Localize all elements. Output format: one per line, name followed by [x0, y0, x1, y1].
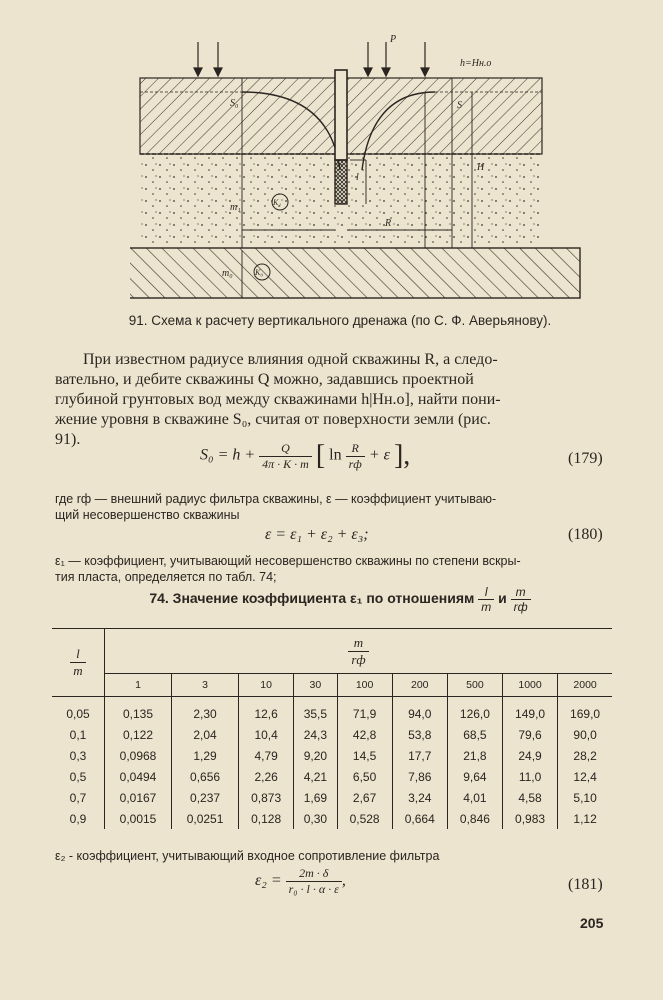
table-row: [52, 697, 612, 725]
column-value-10: 10: [239, 674, 294, 697]
label-K1: K₁: [273, 198, 282, 207]
table-cell: 0,128: [239, 808, 294, 829]
table-cell: 149,0: [502, 697, 557, 725]
table-cell: 2,67: [337, 787, 392, 808]
table-cell: 0,0167: [105, 787, 172, 808]
table-column-values-row: [52, 674, 612, 697]
column-header-cell: [105, 629, 613, 674]
table-cell: 35,5: [294, 697, 337, 725]
eq181-den: r₀ · l · α · ε: [288, 882, 339, 896]
eq179-frac-num: Q: [259, 441, 312, 457]
table-row: [52, 787, 612, 808]
table-cell: 12,4: [573, 769, 597, 784]
table-cell: 5,10: [573, 790, 597, 805]
table-cell: 21,8: [447, 745, 502, 766]
body-paragraph: [55, 350, 615, 450]
table-header-row: [52, 629, 612, 674]
label-P: P: [390, 34, 397, 45]
table-row: [52, 808, 612, 829]
column-value-3: 3: [172, 674, 239, 697]
table-title-and: и: [498, 590, 507, 607]
table-cell: 28,2: [573, 748, 597, 763]
label-S0: S₀: [230, 98, 239, 109]
note-e1: [55, 553, 620, 585]
table-cell: 2,30: [172, 697, 239, 725]
table-cell: 0,0494: [105, 766, 172, 787]
coefficient-table: [52, 628, 612, 829]
eq179-ln: ln: [329, 446, 342, 464]
well-filter: [335, 160, 347, 204]
figure-caption: 91. Схема к расчету вертикального дренажа (по С. Ф. Аверьянову).: [128, 313, 552, 328]
table-cell: 90,0: [573, 727, 597, 742]
well-casing: [335, 70, 347, 160]
eq179-frac-den: 4π · K · m: [262, 456, 309, 471]
row-key: 0,1: [52, 724, 105, 745]
row-key: 0,3: [52, 745, 105, 766]
eq179-inner-num: R: [346, 441, 365, 457]
table-cell: 17,7: [392, 745, 447, 766]
note-e2: ε₂ - коэффициент, учитывающий входное сопротивление фильтра: [55, 849, 440, 863]
table-cell: 169,0: [570, 706, 601, 721]
table-cell: 24,9: [502, 745, 557, 766]
table-cell: 4,79: [239, 745, 294, 766]
table-cell: 6,50: [337, 766, 392, 787]
eq179-inner-den: rф: [348, 456, 362, 471]
column-value-1: 1: [105, 674, 172, 697]
para-line-4: жение уровня в скважине S₀, считая от поверхности земли (рис.: [55, 411, 491, 428]
infiltration-arrows: [194, 42, 429, 76]
table-cell: 94,0: [392, 697, 447, 725]
table-cell: 24,3: [294, 724, 337, 745]
col-header-num: m: [348, 635, 368, 652]
table-cell: 1,29: [172, 745, 239, 766]
table-row: [52, 766, 612, 787]
row-header-cell: [52, 629, 105, 697]
para-line-5: 91).: [55, 431, 81, 448]
eq180-number: (180): [568, 526, 603, 543]
equation-180: ε = ε₁ + ε₂ + ε₃;: [265, 526, 369, 543]
label-m1: m₁: [230, 202, 241, 213]
column-value-500: 500: [447, 674, 502, 697]
table-cell: 2,26: [239, 766, 294, 787]
table-cell: 0,0968: [105, 745, 172, 766]
table-cell: 126,0: [447, 697, 502, 725]
title-frac1-num: l: [478, 585, 494, 600]
base-layer: [130, 248, 580, 298]
table-cell: 4,21: [294, 766, 337, 787]
note2-line-2: тия пласта, определяется по табл. 74;: [55, 570, 277, 584]
equation-181: [255, 866, 346, 897]
page-number: 205: [580, 915, 604, 931]
table-cell: 71,9: [337, 697, 392, 725]
note1-line-1: где rф — внешний радиус фильтра скважины, ε — коэффициент учитываю-: [55, 492, 497, 506]
eq181-lhs: ε₂ =: [255, 872, 282, 890]
eq179-bracket-close: ],: [393, 440, 411, 471]
eq179-bracket-open: [: [315, 440, 326, 471]
table-cell: 68,5: [447, 724, 502, 745]
drainage-scheme-figure: [130, 30, 590, 305]
eq181-num: 2m · δ: [286, 866, 342, 882]
table-row: [52, 745, 612, 766]
note2-line-1: ε₁ — коэффициент, учитывающий несовершенство скважины по степени вскры-: [55, 554, 521, 568]
table-cell: 9,20: [294, 745, 337, 766]
column-value-200: 200: [392, 674, 447, 697]
label-S: S: [457, 100, 462, 111]
label-h-eq: h=Hн.о: [460, 58, 492, 69]
table-cell: 0,656: [172, 766, 239, 787]
table-cell: 0,528: [337, 808, 392, 829]
table-row: [52, 724, 612, 745]
label-H: H: [477, 162, 485, 173]
row-key: 0,05: [52, 697, 105, 725]
column-value-30: 30: [294, 674, 337, 697]
table-cell: 53,8: [392, 724, 447, 745]
para-line-2: вательно, и дебите скважины Q можно, задавшись проектной: [55, 371, 474, 388]
table-cell: 0,122: [105, 724, 172, 745]
table-cell: 12,6: [239, 697, 294, 725]
note1-line-2: щий несовершенство скважины: [55, 508, 240, 522]
table-cell: 1,69: [294, 787, 337, 808]
title-frac2-den: rф: [513, 600, 528, 614]
table-cell: 10,4: [239, 724, 294, 745]
row-key: 0,7: [52, 787, 105, 808]
label-K0: K₀: [255, 268, 264, 277]
table-cell: 0,664: [392, 808, 447, 829]
note-rf: [55, 491, 620, 523]
eq179-number: (179): [568, 450, 603, 467]
table-cell: 2,04: [172, 724, 239, 745]
table-cell: 0,846: [447, 808, 502, 829]
row-key: 0,5: [52, 766, 105, 787]
table-cell: 79,6: [502, 724, 557, 745]
eq181-number: (181): [568, 876, 603, 893]
col-header-den: rф: [351, 651, 366, 667]
table-title: [40, 585, 640, 614]
eq181-tail: ,: [341, 872, 346, 890]
row-key: 0,9: [52, 808, 105, 829]
table-cell: 0,0015: [105, 808, 172, 829]
column-value-1000: 1000: [502, 674, 557, 697]
equation-179: [200, 440, 410, 472]
table-cell: 11,0: [502, 766, 557, 787]
table-cell: 0,237: [172, 787, 239, 808]
table-title-text: 74. Значение коэффициента ε₁ по отношениям: [149, 590, 475, 607]
table-cell: 0,873: [239, 787, 294, 808]
table-cell: 0,30: [294, 808, 337, 829]
table-cell: 4,58: [502, 787, 557, 808]
eq179-tail: + ε: [368, 446, 390, 464]
table-cell: 9,64: [447, 766, 502, 787]
column-value-100: 100: [337, 674, 392, 697]
table-cell: 3,24: [392, 787, 447, 808]
table-cell: 1,12: [573, 811, 597, 826]
table-cell: 0,135: [105, 697, 172, 725]
title-frac2-num: m: [511, 585, 531, 600]
label-m0: m₀: [222, 268, 233, 279]
label-R: R: [385, 218, 392, 229]
para-line-1: При известном радиусе влияния одной скважины R, а следо-: [83, 351, 498, 368]
label-l: l: [356, 172, 359, 183]
table-cell: 0,983: [502, 808, 557, 829]
table-cell: 42,8: [337, 724, 392, 745]
column-value-2000: 2000: [558, 674, 612, 697]
row-header-num: l: [70, 646, 85, 663]
eq179-lhs: S₀ = h +: [200, 446, 256, 464]
table-cell: 4,01: [447, 787, 502, 808]
table-cell: 7,86: [392, 766, 447, 787]
para-line-3: глубиной грунтовых вод между скважинами h|Hн.о], найти пони-: [55, 391, 501, 408]
table-cell: 0,0251: [172, 808, 239, 829]
table-cell: 14,5: [337, 745, 392, 766]
title-frac1-den: m: [481, 600, 492, 614]
row-header-den: m: [73, 663, 83, 678]
